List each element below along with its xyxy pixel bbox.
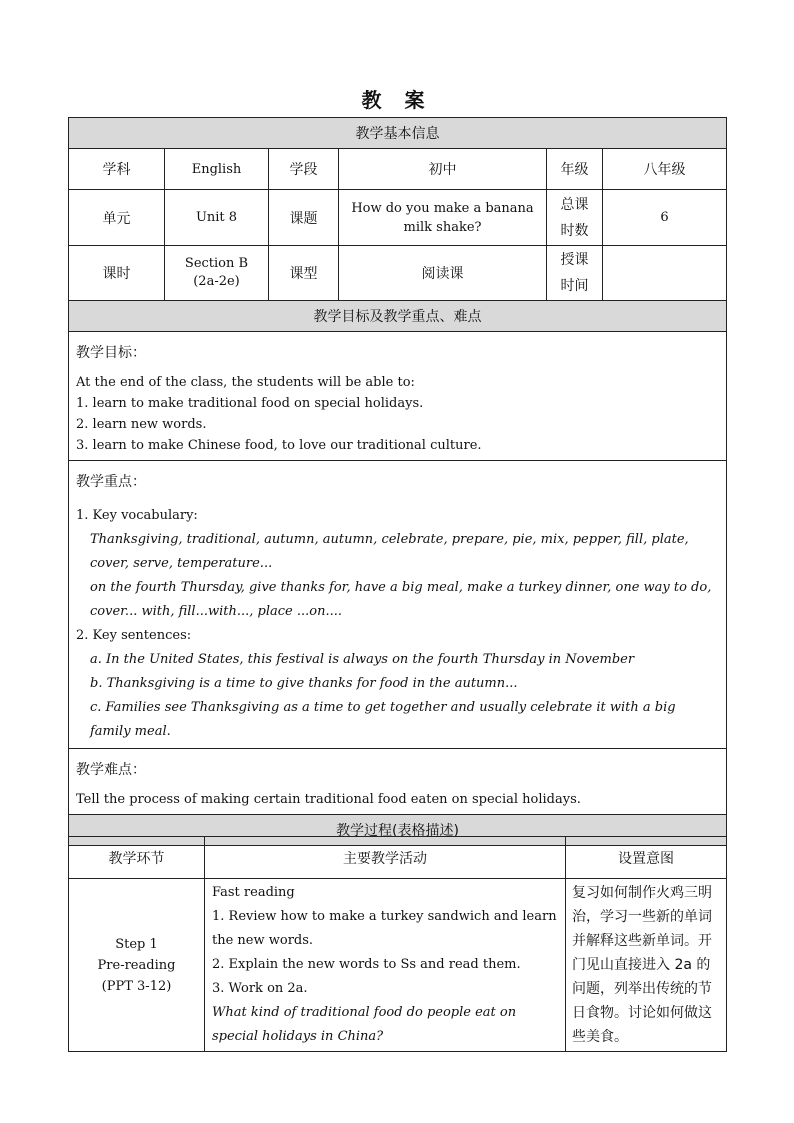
subject-value: English (165, 149, 269, 190)
activity-line: 1. Review how to make a turkey sandwich and learn the new words. (212, 909, 557, 948)
step-name: Pre-reading (97, 957, 176, 973)
objectives-band: 教学目标及教学重点、难点 (69, 301, 727, 332)
teaching-time-label: 授课时间 (547, 246, 603, 301)
vocab-words: Thanksgiving, traditional, autumn, autumn, celebrate, prepare, pie, mix, pepper, fill, plate, cover, serve, temperature... (90, 532, 689, 571)
topic-label: 课题 (269, 190, 339, 246)
subject-label: 学科 (69, 149, 165, 190)
lesson-type-label: 课型 (269, 246, 339, 301)
goals-heading: 教学目标： (76, 345, 146, 361)
activity-line: 3. Work on 2a. (212, 981, 308, 996)
grade-value: 八年级 (603, 149, 727, 190)
unit-value: Unit 8 (165, 190, 269, 246)
difficulties-cell (69, 749, 727, 815)
goal-line: At the end of the class, the students will be able to: (76, 375, 415, 390)
col-step-header: 教学环节 (69, 837, 205, 879)
teaching-goals-cell (69, 332, 727, 461)
grade-label: 年级 (547, 149, 603, 190)
teaching-time-value (603, 246, 727, 301)
col-intent-header: 设置意图 (566, 837, 727, 879)
step1-intent: 复习如何制作火鸡三明治，学习一些新的单词并解释这些新单词。开门见山直接进入 2a 的问题，列举出传统的节日食物。讨论如何做这些美食。 (566, 879, 727, 1052)
sentence-line: a. In the United States, this festival is always on the fourth Thursday in November (90, 652, 635, 667)
unit-label: 单元 (69, 190, 165, 246)
difficulty-line: Tell the process of making certain traditional food eaten on special holidays. (76, 792, 581, 807)
step-number: Step 1 (115, 936, 158, 952)
basic-info-band: 教学基本信息 (69, 118, 727, 149)
key-points-cell (69, 461, 727, 749)
step-ppt: (PPT 3-12) (101, 978, 172, 994)
sentence-line: b. Thanksgiving is a time to give thanks for food in the autumn... (90, 676, 518, 691)
vocab-label: 1. Key vocabulary: (76, 508, 198, 523)
activity-line: Fast reading (212, 885, 295, 900)
process-table (68, 836, 727, 1052)
period-label: 课时 (69, 246, 165, 301)
lesson-plan-table (68, 117, 727, 846)
topic-value: How do you make a banana milk shake? (339, 190, 547, 246)
total-hours-value: 6 (603, 190, 727, 246)
sentence-line: c. Families see Thanksgiving as a time to get together and usually celebrate it with a big family meal. (90, 700, 676, 739)
activity-line: 2. Explain the new words to Ss and read them. (212, 957, 521, 972)
stage-label: 学段 (269, 149, 339, 190)
step1-cell (69, 879, 205, 1052)
total-hours-label: 总课时数 (547, 190, 603, 246)
difficulties-heading: 教学难点： (76, 762, 146, 778)
goal-line: 2. learn new words. (76, 417, 207, 432)
vocab-phrases: on the fourth Thursday, give thanks for, have a big meal, make a turkey dinner, one way to do, cover... with, fill...with..., place ...on.... (90, 580, 712, 619)
step1-activities (205, 879, 566, 1052)
process-band: 教学过程(表格描述) (69, 815, 727, 846)
activity-question: What kind of traditional food do people eat on special holidays in China? (212, 1005, 517, 1044)
key-points-heading: 教学重点： (76, 474, 146, 490)
goal-line: 3. learn to make Chinese food, to love our traditional culture. (76, 438, 482, 453)
sentences-label: 2. Key sentences: (76, 628, 192, 643)
goal-line: 1. learn to make traditional food on special holidays. (76, 396, 424, 411)
page-title: 教 案 (361, 88, 433, 112)
stage-value: 初中 (339, 149, 547, 190)
lesson-type-value: 阅读课 (339, 246, 547, 301)
period-value: Section B (2a-2e) (165, 246, 269, 301)
col-activity-header: 主要教学活动 (205, 837, 566, 879)
